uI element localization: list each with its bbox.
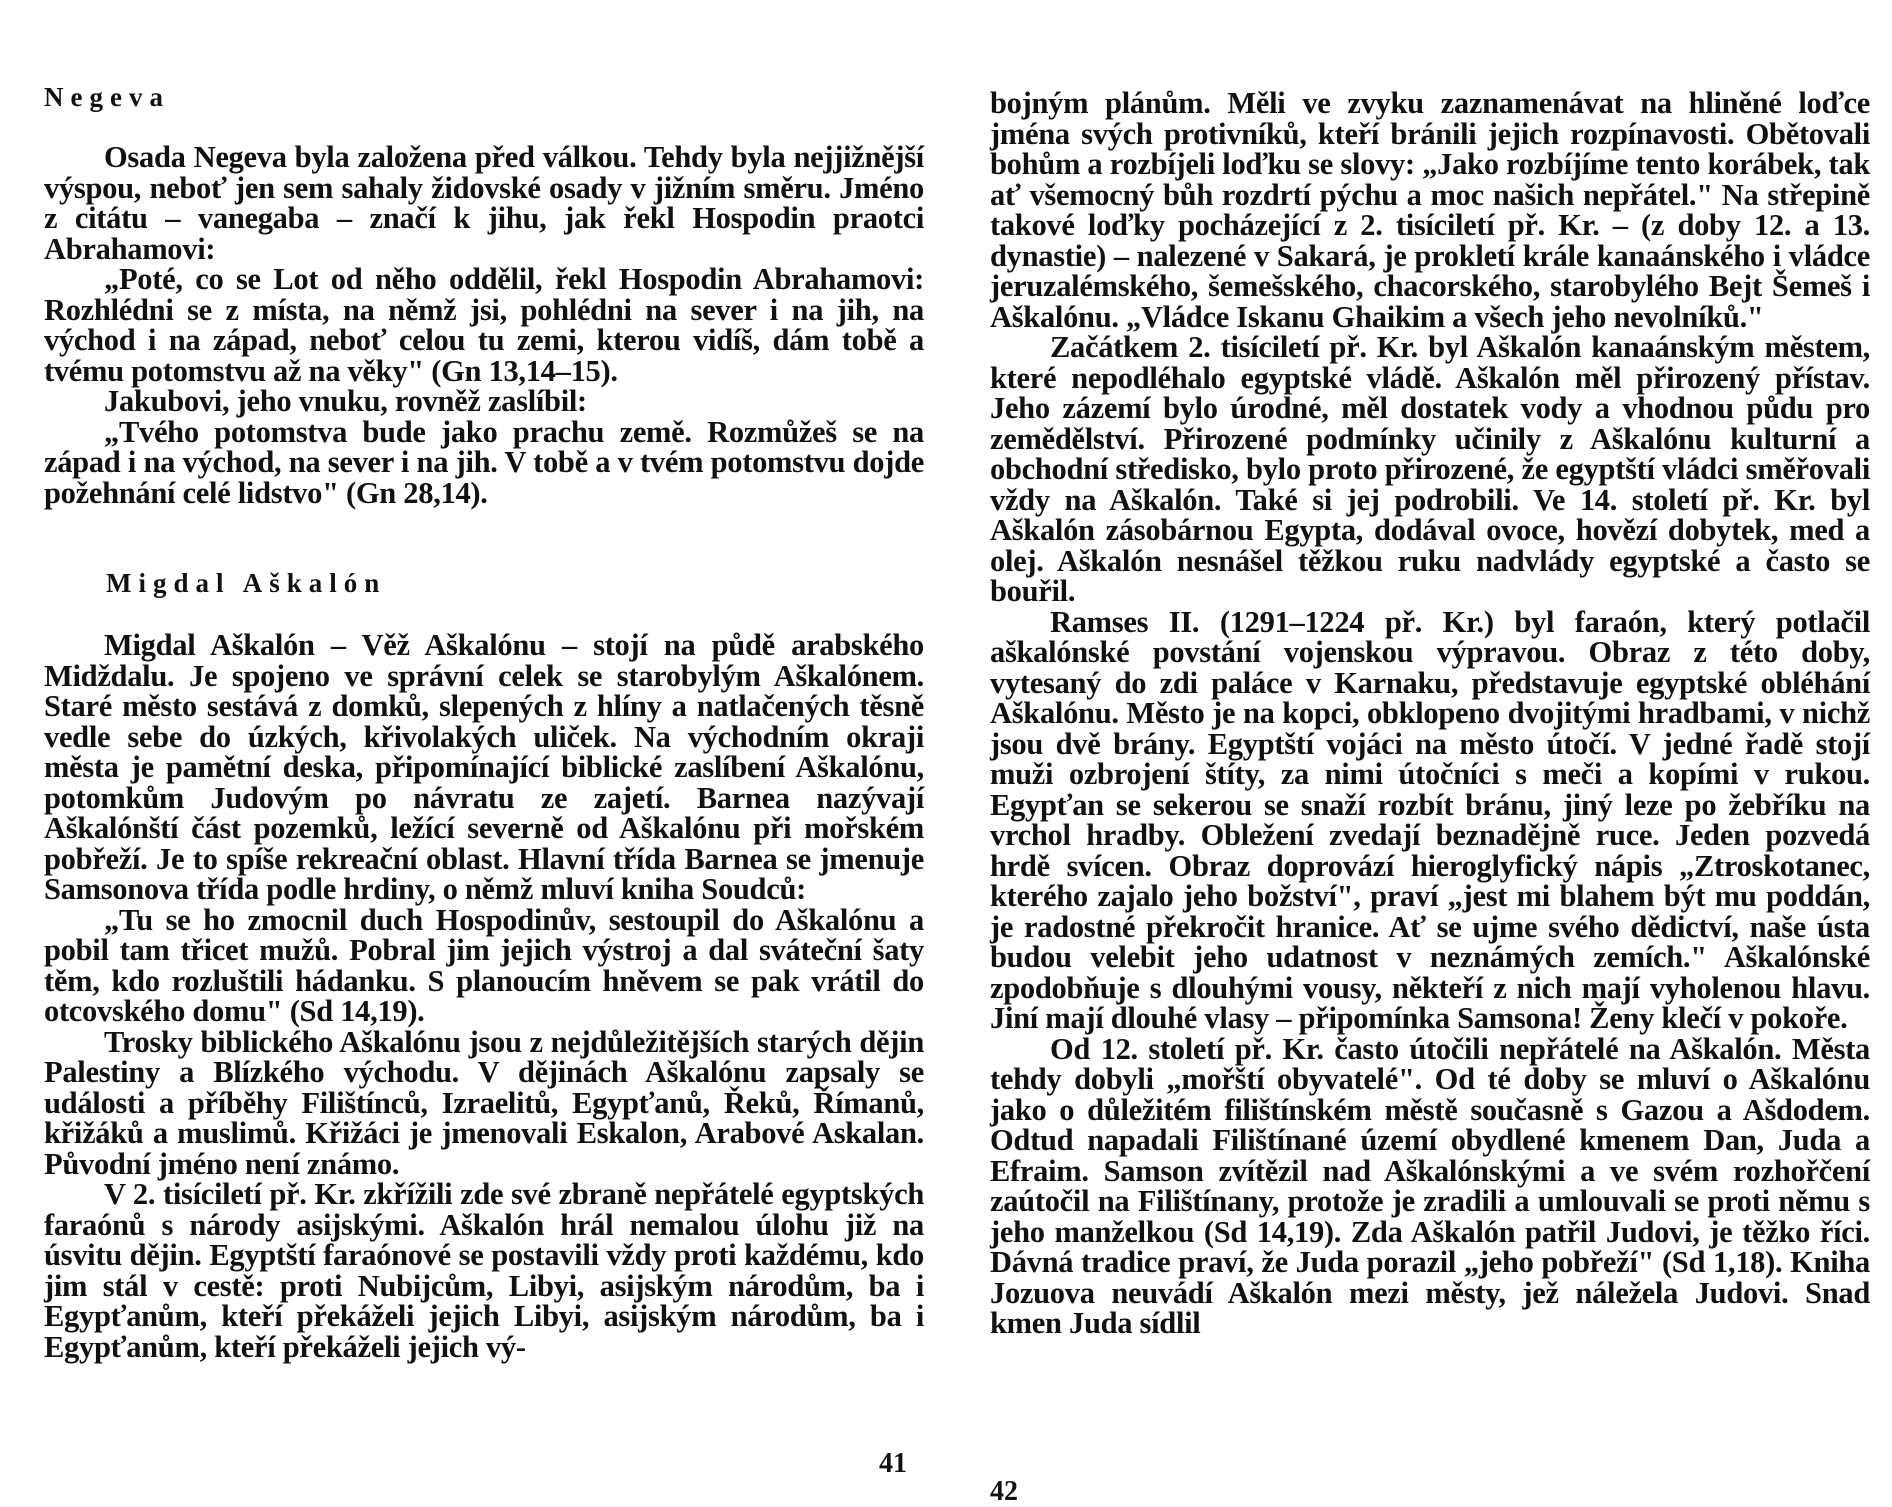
- negeva-text: [44, 142, 924, 508]
- page-number: 42: [990, 1476, 1018, 1507]
- paragraph: Od 12. století př. Kr. často útočili nepřátelé na Aškalón. Města tehdy dobyli „mořští obyvatelé". Od té doby se mluví o Aškalónu jako o důležitém filištínském městě současně s Gazou a Ašdodem. Odtud napadali Filištínané území obydlené kmenem Dan, Juda a Efraim. Samson zvítězil nad Aškalónskými a ve svém rozhořčení zaútočil na Filištínany, protože je zradili a umlouvali se proti němu s jeho manželkou (Sd 14,19). Zda Aškalón patřil Judovi, je těžko říci. Dávná tradice praví, že Juda porazil „jeho pobřeží" (Sd 1,18). Kniha Jozuova neuvádí Aškalón mezi městy, jež náležela Judovi. Snad kmen Juda sídlil: [990, 1031, 1870, 1340]
- right-page: [990, 0, 1870, 1507]
- quote-paragraph: „Poté, co se Lot od něho oddělil, řekl Hospodin Abrahamovi: Rozhlédni se z místa, na němž jsi, pohlédni na sever i na jih, na východ i na západ, neboť celou tu zemi, kterou vidíš, dám tobě a tvému potomstvu až na věky" (Gn 13,14–15).: [44, 262, 924, 388]
- paragraph: bojným plánům. Měli ve zvyku zaznamenávat na hliněné loďce jména svých protivníků, kteří bránili jejich rozpínavosti. Obětovali bohům a rozbíjeli loďku se slovy: „Jako rozbíjíme tento korábek, tak ať všemocný bůh rozdrtí pýchu a moc našich nepřátel." Na střepině takové loďky pocházející z 2. tisíciletí př. Kr. – (z doby 12. a 13. dynastie) – nalezené v Sakará, je prokletí krále kanaánského i vládce jeruzalémského, šemešského, chacorského, starobylého Bejt Šemeš i Aškalónu. „Vládce Iskanu Ghaikim a všech jeho nevolníků.": [990, 86, 1870, 334]
- page-number: 41: [879, 1448, 907, 1479]
- paragraph: Ramses II. (1291–1224 př. Kr.) byl faraón, který potlačil aškalónské povstání vojenskou výpravou. Obraz z této doby, vytesaný do zdi paláce v Karnaku, představuje egyptské obléhání Aškalónu. Město je na kopci, obklopeno dvojitými hradbami, v nichž jsou dvě brány. Egyptští vojáci na město útočí. V jedné řadě stojí muži ozbrojení štíty, za nimi útočníci s meči a kopími v rukou. Egypťan se sekerou se snaží rozbít bránu, jiný leze po žebříku na vrchol hradby. Obležení zvedají beznadějně ruce. Jeden pozvedá hrdě svícen. Obraz doprovází hieroglyfický nápis „Ztroskotanec, kterého zajalo jeho božství", praví „jest mi blahem být mu poddán, je radostné překročit hranice. Ať se ujme svého dědictví, naše ústa budou velebit jeho udatnost v neznámých zemích." Aškalónské zpodobňuje s dlouhými vousy, někteří z nich mají vyholenou hlavu. Jiní mají dlouhé vlasy – připomínka Samsona! Ženy klečí v pokoře.: [990, 604, 1870, 1035]
- section-heading-migdal-askalon: Migdal Aškalón: [106, 568, 387, 598]
- quote-paragraph: „Tu se ho zmocnil duch Hospodinův, sestoupil do Aškalónu a pobil tam třicet mužů. Pobral jim jejich výstroj a dal sváteční šaty těm, kdo rozluštili hádanku. S planoucím hněvem se pak vrátil do otcovského domu" (Sd 14,19).: [44, 902, 924, 1028]
- migdal-askalon-text: [44, 630, 924, 1362]
- quote-paragraph: „Tvého potomstva bude jako prachu země. Rozmůžeš se na západ i na východ, na sever i na jih. V tobě a v tvém potomstvu dojde požehnání celé lidstvo" (Gn 28,14).: [44, 414, 924, 510]
- left-page: [44, 0, 924, 1500]
- paragraph: Začátkem 2. tisíciletí př. Kr. byl Aškalón kanaánským městem, které nepodléhalo egyptské vládě. Aškalón měl přirozený přístav. Jeho zázemí bylo úrodné, měl dostatek vody a vhodnou půdu pro zemědělství. Přirozené podmínky učinily z Aškalónu kulturní a obchodní středisko, bylo proto přirozené, že egyptští vládci směřovali vždy na Aškalón. Také si jej podrobili. Ve 14. století př. Kr. byl Aškalón zásobárnou Egypta, dodával ovoce, hovězí dobytek, med a olej. Aškalón nesnášel těžkou ruku nadvlády egyptské a často se bouřil.: [990, 330, 1870, 608]
- paragraph: V 2. tisíciletí př. Kr. zkřížili zde své zbraně nepřátelé egyptských faraónů s národy asijskými. Aškalón hrál nemalou úlohu již na úsvitu dějin. Egyptští faraónové se postavili vždy proti každému, kdo jim stál v cestě: proti Nubijcům, Libyi, asijským národům, ba i Egypťanům, kteří překáželi jejich Libyi, asijským národům, ba i Egypťanům, kteří překáželi jejich vý-: [44, 1177, 924, 1364]
- paragraph: Jakubovi, jeho vnuku, rovněž zaslíbil:: [104, 384, 587, 418]
- section-heading-negeva: Negeva: [44, 82, 170, 112]
- paragraph: Trosky biblického Aškalónu jsou z nejdůležitějších starých dějin Palestiny a Blízkého východu. V dějinách Aškalónu zapsaly se události a příběhy Filištínců, Izraelitů, Egypťanů, Řeků, Římanů, křižáků a muslimů. Křižáci je jmenovali Eskalon, Arabové Askalan. Původní jméno není známo.: [44, 1024, 924, 1181]
- right-page-text: [990, 88, 1870, 1339]
- paragraph: Migdal Aškalón – Věž Aškalónu – stojí na půdě arabského Midždalu. Je spojeno ve správní celek se starobylým Aškalónem. Staré město sestává z domků, slepených z hlíny a natlačených těsně vedle sebe do úzkých, křivolakých uliček. Na východním okraji města je pamětní deska, připomínající biblické zaslíbení Aškalónu, potomkům Judovým po návratu ze zajetí. Barnea nazývají Aškalónští část pozemků, ležící severně od Aškalónu při mořském pobřeží. Je to spíše rekreační oblast. Hlavní třída Barnea se jmenuje Samsonova třída podle hrdiny, o němž mluví kniha Soudců:: [44, 628, 924, 906]
- paragraph: Osada Negeva byla založena před válkou. Tehdy byla nejjižnější výspou, neboť jen sem sahaly židovské osady v jižním směru. Jméno z citátu – vanegaba – značí k jihu, jak řekl Hospodin praotci Abrahamovi:: [44, 140, 924, 266]
